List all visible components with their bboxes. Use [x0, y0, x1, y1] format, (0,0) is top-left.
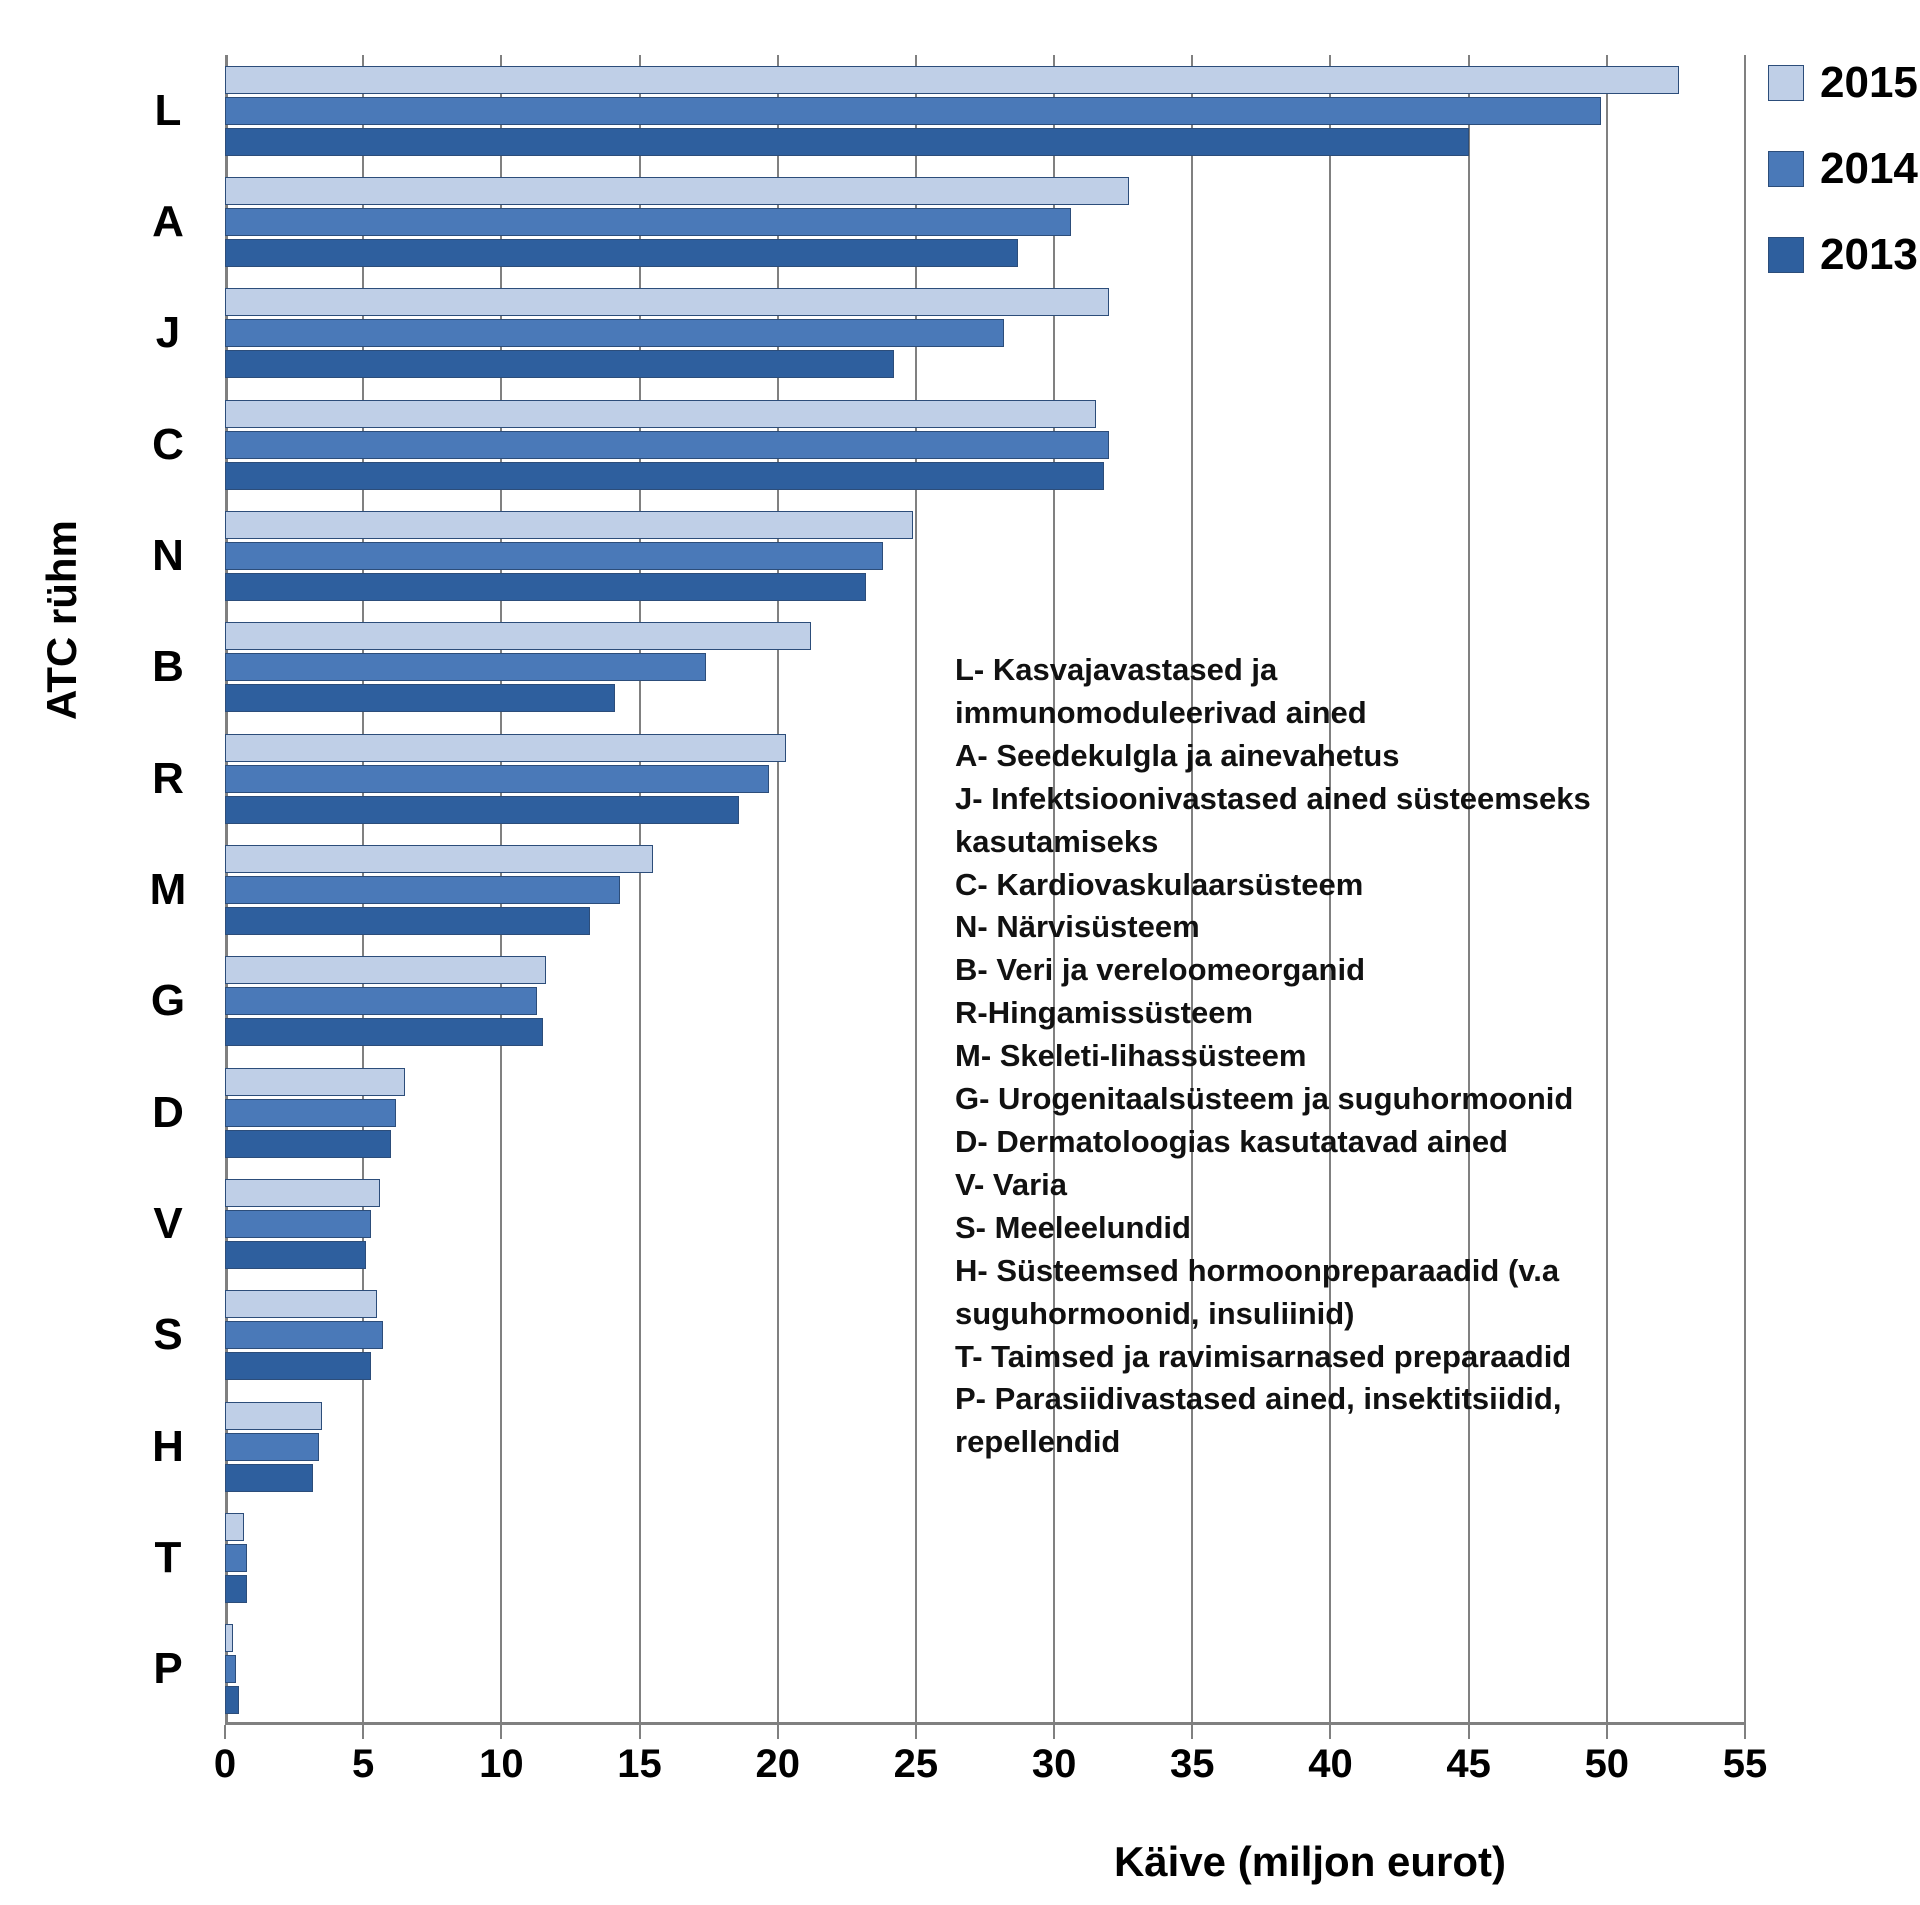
bar-J-2015 [225, 288, 1109, 316]
x-axis-tick [639, 1725, 641, 1739]
bar-group [225, 166, 1745, 277]
bar-R-2015 [225, 734, 786, 762]
bar-R-2014 [225, 765, 769, 793]
legend-item-2015 [1768, 58, 1918, 108]
x-axis-title: Käive (miljon eurot) [1113, 1838, 1507, 1885]
x-axis-tick [915, 1725, 917, 1739]
glossary-key [955, 650, 1715, 1465]
bar-S-2014 [225, 1321, 383, 1349]
x-axis-tick [1468, 1725, 1470, 1739]
bar-S-2013 [225, 1352, 371, 1380]
bar-G-2014 [225, 987, 537, 1015]
glossary-line: P- Parasiidivastased ained, insektitsiidid, [955, 1381, 1562, 1417]
y-axis-label-B: B [152, 642, 184, 692]
x-axis-tick-label: 30 [1031, 1742, 1077, 1786]
y-axis-label-S: S [153, 1310, 183, 1360]
glossary-line: J- Infektsioonivastased ained süsteemseks [955, 780, 1591, 816]
glossary-line: V- Varia [955, 1166, 1068, 1202]
bar-J-2013 [225, 350, 894, 378]
y-axis-label-T: T [154, 1533, 182, 1582]
y-axis-label-R: R [152, 753, 184, 803]
y-axis-title: ATC rühm [38, 520, 85, 720]
x-axis-tick-label: 35 [1170, 1742, 1215, 1786]
x-axis-tick-label: 5 [352, 1742, 375, 1786]
bar-D-2013 [225, 1130, 391, 1158]
bar-group [225, 500, 1745, 611]
bar-D-2015 [225, 1068, 405, 1096]
glossary-line: S- Meeleelundid [955, 1209, 1191, 1245]
bar-V-2013 [225, 1241, 366, 1269]
glossary-line: kasutamiseks [955, 823, 1159, 859]
legend-swatch-2013 [1768, 237, 1804, 273]
legend-swatch-2014 [1768, 151, 1804, 187]
x-axis-tick [777, 1725, 779, 1739]
bar-P-2015 [225, 1624, 233, 1652]
bar-A-2015 [225, 177, 1129, 205]
bar-J-2014 [225, 319, 1004, 347]
glossary-line: A- Seedekulgla ja ainevahetus [955, 737, 1400, 773]
bar-H-2013 [225, 1464, 313, 1492]
y-axis-label-N: N [152, 531, 184, 580]
bar-G-2015 [225, 956, 546, 984]
bar-P-2014 [225, 1655, 236, 1683]
legend-label-2015: 2015 [1820, 58, 1918, 107]
legend-item-2013 [1768, 230, 1918, 280]
bar-P-2013 [225, 1686, 239, 1714]
bar-group [225, 1502, 1745, 1613]
x-axis-tick-label: 50 [1584, 1742, 1630, 1786]
bar-T-2014 [225, 1544, 247, 1572]
glossary-line: H- Süsteemsed hormoonpreparaadid (v.a [955, 1252, 1560, 1288]
y-axis-label-V: V [153, 1199, 183, 1248]
bar-group [225, 55, 1745, 166]
bar-A-2013 [225, 239, 1018, 267]
bar-H-2014 [225, 1433, 319, 1461]
x-axis-tick-label: 0 [213, 1742, 237, 1786]
legend [1768, 58, 1918, 280]
x-axis-tick-label: 20 [755, 1742, 800, 1786]
bar-L-2013 [225, 128, 1469, 156]
x-axis-tick-label: 45 [1446, 1742, 1491, 1786]
bar-N-2014 [225, 542, 883, 570]
bar-group [225, 389, 1745, 500]
bar-A-2014 [225, 208, 1071, 236]
x-axis-tick-label: 55 [1722, 1742, 1768, 1786]
glossary-line: L- Kasvajavastased ja [955, 652, 1278, 687]
glossary-line: T- Taimsed ja ravimisarnased preparaadid [955, 1338, 1572, 1374]
y-axis-label-M: M [149, 865, 187, 914]
bar-V-2015 [225, 1179, 380, 1207]
glossary-line: suguhormoonid, insuliinid) [955, 1295, 1355, 1331]
legend-label-2014: 2014 [1820, 144, 1918, 193]
y-axis-label-H: H [152, 1421, 184, 1471]
bar-V-2014 [225, 1210, 371, 1238]
x-axis-tick-label: 25 [893, 1742, 939, 1786]
bar-C-2014 [225, 431, 1109, 459]
glossary-line: D- Dermatoloogias kasutatavad ained [955, 1123, 1508, 1159]
x-axis-tick [224, 1725, 226, 1739]
bar-C-2013 [225, 462, 1104, 490]
bar-N-2013 [225, 573, 866, 601]
bar-group [225, 278, 1745, 389]
bar-T-2013 [225, 1575, 247, 1603]
glossary-line: immunomoduleerivad ained [955, 694, 1367, 730]
x-axis-tick-label: 10 [479, 1742, 524, 1786]
glossary-line: repellendid [955, 1424, 1121, 1460]
bar-T-2015 [225, 1513, 244, 1541]
x-axis-tick-label: 15 [617, 1742, 662, 1786]
legend-item-2014 [1768, 144, 1918, 194]
bar-M-2015 [225, 845, 653, 873]
glossary-line: B- Veri ja vereloomeorganid [955, 952, 1366, 988]
x-axis-tick [1053, 1725, 1055, 1739]
bar-B-2015 [225, 622, 811, 650]
bar-D-2014 [225, 1099, 396, 1127]
x-axis-tick [362, 1725, 364, 1739]
x-axis-tick [1606, 1725, 1608, 1739]
x-axis-tick [500, 1725, 502, 1739]
glossary-line: R-Hingamissüsteem [955, 995, 1254, 1031]
bar-G-2013 [225, 1018, 543, 1046]
bar-C-2015 [225, 400, 1096, 428]
glossary-line: C- Kardiovaskulaarsüsteem [955, 866, 1364, 902]
x-axis-tick [1329, 1725, 1331, 1739]
y-axis-label-L: L [154, 85, 182, 135]
bar-L-2014 [225, 97, 1601, 125]
legend-swatch-2015 [1768, 65, 1804, 101]
bar-R-2013 [225, 796, 739, 824]
y-axis-label-C: C [152, 419, 184, 469]
bar-B-2014 [225, 653, 706, 681]
bar-L-2015 [225, 66, 1679, 94]
bar-M-2013 [225, 907, 590, 935]
bar-H-2015 [225, 1402, 322, 1430]
bar-M-2014 [225, 876, 620, 904]
legend-label-2013: 2013 [1820, 230, 1918, 279]
bar-group [225, 1614, 1745, 1725]
glossary-line: M- Skeleti-lihassüsteem [955, 1038, 1307, 1074]
y-axis-label-A: A [152, 197, 184, 246]
bar-B-2013 [225, 684, 615, 712]
glossary-line: N- Närvisüsteem [955, 909, 1200, 945]
x-axis-tick-label: 40 [1308, 1742, 1353, 1786]
glossary-line: G- Urogenitaalsüsteem ja suguhormoonid [955, 1081, 1574, 1117]
bar-S-2015 [225, 1290, 377, 1318]
y-axis-label-J: J [155, 308, 181, 358]
bar-N-2015 [225, 511, 913, 539]
y-axis-label-G: G [150, 976, 186, 1026]
x-axis-tick [1744, 1725, 1746, 1739]
x-axis-tick [1191, 1725, 1193, 1739]
y-axis-label-D: D [152, 1087, 184, 1137]
y-axis-label-P: P [153, 1644, 183, 1694]
